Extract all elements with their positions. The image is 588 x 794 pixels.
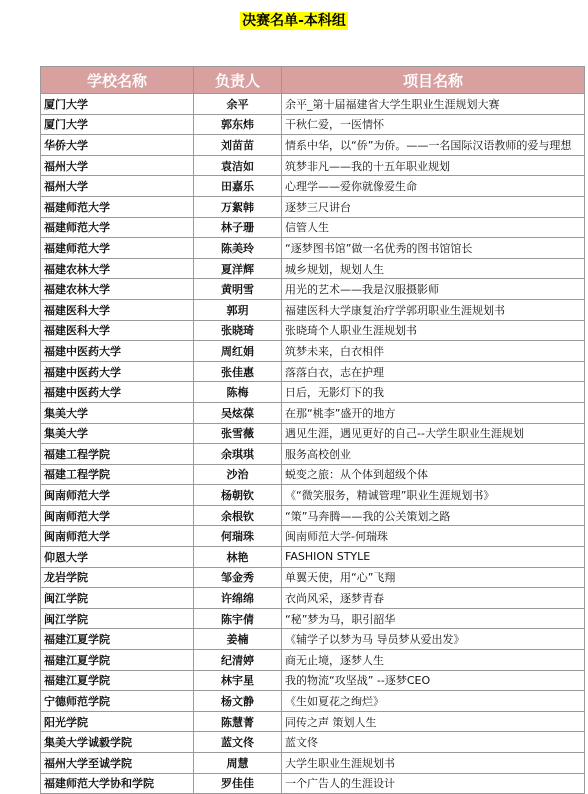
- table-row: [41, 196, 585, 217]
- cell-school: 阳光学院: [41, 711, 194, 732]
- cell-school: 集美大学诚毅学院: [41, 732, 194, 753]
- cell-project: 衣尚风采，逐梦青春: [282, 588, 585, 609]
- table-row: [41, 567, 585, 588]
- finalist-table: [40, 66, 585, 794]
- cell-school: 福建江夏学院: [41, 670, 194, 691]
- table-row: [41, 114, 585, 135]
- cell-leader: 周红娟: [194, 341, 282, 362]
- cell-school: 闽南师范大学: [41, 526, 194, 547]
- cell-school: 福建农林大学: [41, 279, 194, 300]
- title-wrap: [0, 10, 588, 30]
- cell-leader: 张晓琦: [194, 320, 282, 341]
- cell-leader: 杨朝钦: [194, 485, 282, 506]
- cell-project: 城乡规划，规划人生: [282, 258, 585, 279]
- table-row: [41, 732, 585, 753]
- table-row: [41, 217, 585, 238]
- cell-leader: 邹金秀: [194, 567, 282, 588]
- table-row: [41, 608, 585, 629]
- cell-leader: 周慧: [194, 753, 282, 774]
- cell-leader: 林宇星: [194, 670, 282, 691]
- cell-project: 用光的艺术——我是汉服摄影师: [282, 279, 585, 300]
- cell-school: 福建医科大学: [41, 299, 194, 320]
- table-row: [41, 691, 585, 712]
- table-row: [41, 299, 585, 320]
- cell-project: 逐梦三尺讲台: [282, 196, 585, 217]
- header-project: 项目名称: [282, 67, 585, 94]
- cell-project: 心理学——爱你就像爱生命: [282, 176, 585, 197]
- cell-leader: 张雪薇: [194, 423, 282, 444]
- table-row: [41, 464, 585, 485]
- cell-school: 福建中医药大学: [41, 382, 194, 403]
- cell-project: 单翼天使，用“心”飞翔: [282, 567, 585, 588]
- cell-leader: 田嘉乐: [194, 176, 282, 197]
- cell-project: 同传之声 策划人生: [282, 711, 585, 732]
- cell-leader: 许绵绵: [194, 588, 282, 609]
- cell-project: “策”马奔腾——我的公关策划之路: [282, 505, 585, 526]
- cell-project: 闽南师范大学-何瑞珠: [282, 526, 585, 547]
- cell-leader: 陈宇倩: [194, 608, 282, 629]
- table-body: [41, 94, 585, 794]
- cell-project: 在那“桃李”盛开的地方: [282, 402, 585, 423]
- table-row: [41, 361, 585, 382]
- cell-school: 福建师范大学: [41, 217, 194, 238]
- table-row: [41, 505, 585, 526]
- cell-leader: 陈美玲: [194, 238, 282, 259]
- cell-project: 日后，无影灯下的我: [282, 382, 585, 403]
- cell-school: 闽南师范大学: [41, 505, 194, 526]
- cell-school: 闽江学院: [41, 608, 194, 629]
- cell-school: 华侨大学: [41, 135, 194, 156]
- cell-leader: 林艳: [194, 547, 282, 568]
- cell-project: 一个广告人的生涯设计: [282, 773, 585, 794]
- table-row: [41, 650, 585, 671]
- table-row: [41, 402, 585, 423]
- cell-school: 集美大学: [41, 402, 194, 423]
- table-row: [41, 176, 585, 197]
- cell-school: 福建师范大学协和学院: [41, 773, 194, 794]
- cell-project: 干秋仁爱，一医情怀: [282, 114, 585, 135]
- cell-project: 福建医科大学康复治疗学郭玥职业生涯规划书: [282, 299, 585, 320]
- cell-school: 宁德师范学院: [41, 691, 194, 712]
- table-row: [41, 444, 585, 465]
- cell-project: “秘”梦为马，职引韶华: [282, 608, 585, 629]
- cell-project: 张晓琦个人职业生涯规划书: [282, 320, 585, 341]
- cell-leader: 何瑞珠: [194, 526, 282, 547]
- cell-leader: 郭玥: [194, 299, 282, 320]
- cell-school: 福建农林大学: [41, 258, 194, 279]
- cell-school: 福州大学至诚学院: [41, 753, 194, 774]
- cell-leader: 吴炫葆: [194, 402, 282, 423]
- cell-school: 福建中医药大学: [41, 361, 194, 382]
- cell-project: 《辅学子以梦为马 导员梦从爱出发》: [282, 629, 585, 650]
- cell-leader: 郭东炜: [194, 114, 282, 135]
- cell-leader: 张佳惠: [194, 361, 282, 382]
- cell-school: 闽江学院: [41, 588, 194, 609]
- cell-project: 情系中华，以“侨”为侨。——一名国际汉语教师的爱与理想: [282, 135, 585, 156]
- table-row: [41, 155, 585, 176]
- cell-school: 福建江夏学院: [41, 650, 194, 671]
- cell-project: “逐梦图书馆”做一名优秀的图书馆馆长: [282, 238, 585, 259]
- table-row: [41, 526, 585, 547]
- cell-leader: 陈慧菁: [194, 711, 282, 732]
- cell-project: 筑梦未来，白衣相伴: [282, 341, 585, 362]
- table-row: [41, 547, 585, 568]
- cell-school: 福建师范大学: [41, 238, 194, 259]
- table-row: [41, 94, 585, 115]
- cell-leader: 黄明雪: [194, 279, 282, 300]
- table-row: [41, 135, 585, 156]
- cell-project: 落落白衣，志在护理: [282, 361, 585, 382]
- cell-project: 大学生职业生涯规划书: [282, 753, 585, 774]
- table-row: [41, 588, 585, 609]
- cell-school: 集美大学: [41, 423, 194, 444]
- cell-leader: 林子珊: [194, 217, 282, 238]
- cell-project: 《生如夏花之绚烂》: [282, 691, 585, 712]
- table-row: [41, 279, 585, 300]
- cell-school: 福州大学: [41, 176, 194, 197]
- table-row: [41, 629, 585, 650]
- cell-project: 遇见生涯，遇见更好的自己--大学生职业生涯规划: [282, 423, 585, 444]
- header-school: 学校名称: [41, 67, 194, 94]
- cell-project: 商无止境，逐梦人生: [282, 650, 585, 671]
- table-header-row: [41, 67, 585, 94]
- page-title: 决赛名单-本科组: [242, 13, 346, 29]
- table-row: [41, 320, 585, 341]
- cell-school: 福建工程学院: [41, 464, 194, 485]
- cell-project: FASHION STYLE: [282, 547, 585, 568]
- cell-leader: 余根钦: [194, 505, 282, 526]
- cell-school: 福州大学: [41, 155, 194, 176]
- cell-leader: 余平: [194, 94, 282, 115]
- header-leader: 负责人: [194, 67, 282, 94]
- cell-project: 蓝文佟: [282, 732, 585, 753]
- table-row: [41, 382, 585, 403]
- cell-school: 闽南师范大学: [41, 485, 194, 506]
- table-row: [41, 711, 585, 732]
- cell-school: 福建工程学院: [41, 444, 194, 465]
- cell-leader: 袁洁如: [194, 155, 282, 176]
- cell-leader: 余琪琪: [194, 444, 282, 465]
- table-row: [41, 485, 585, 506]
- cell-project: 服务高校创业: [282, 444, 585, 465]
- table-row: [41, 238, 585, 259]
- cell-leader: 万絮韩: [194, 196, 282, 217]
- table-row: [41, 670, 585, 691]
- cell-school: 福建江夏学院: [41, 629, 194, 650]
- cell-school: 福建中医药大学: [41, 341, 194, 362]
- cell-project: 余平_第十届福建省大学生职业生涯规划大赛: [282, 94, 585, 115]
- cell-leader: 刘苗苗: [194, 135, 282, 156]
- cell-leader: 纪清婷: [194, 650, 282, 671]
- cell-leader: 姜楠: [194, 629, 282, 650]
- table-row: [41, 773, 585, 794]
- cell-leader: 罗佳佳: [194, 773, 282, 794]
- cell-project: 蜕变之旅：从个体到超级个体: [282, 464, 585, 485]
- cell-project: 信管人生: [282, 217, 585, 238]
- cell-leader: 沙治: [194, 464, 282, 485]
- cell-project: 筑梦非凡——我的十五年职业规划: [282, 155, 585, 176]
- table-row: [41, 753, 585, 774]
- table-row: [41, 341, 585, 362]
- cell-project: 我的物流“攻坚战” --逐梦CEO: [282, 670, 585, 691]
- table-row: [41, 258, 585, 279]
- cell-school: 厦门大学: [41, 94, 194, 115]
- cell-leader: 蓝文佟: [194, 732, 282, 753]
- cell-project: 《“微笑服务，精诚管理”职业生涯规划书》: [282, 485, 585, 506]
- cell-school: 龙岩学院: [41, 567, 194, 588]
- cell-leader: 杨文静: [194, 691, 282, 712]
- cell-leader: 陈梅: [194, 382, 282, 403]
- cell-leader: 夏洋辉: [194, 258, 282, 279]
- cell-school: 福建医科大学: [41, 320, 194, 341]
- table-row: [41, 423, 585, 444]
- cell-school: 仰恩大学: [41, 547, 194, 568]
- cell-school: 厦门大学: [41, 114, 194, 135]
- cell-school: 福建师范大学: [41, 196, 194, 217]
